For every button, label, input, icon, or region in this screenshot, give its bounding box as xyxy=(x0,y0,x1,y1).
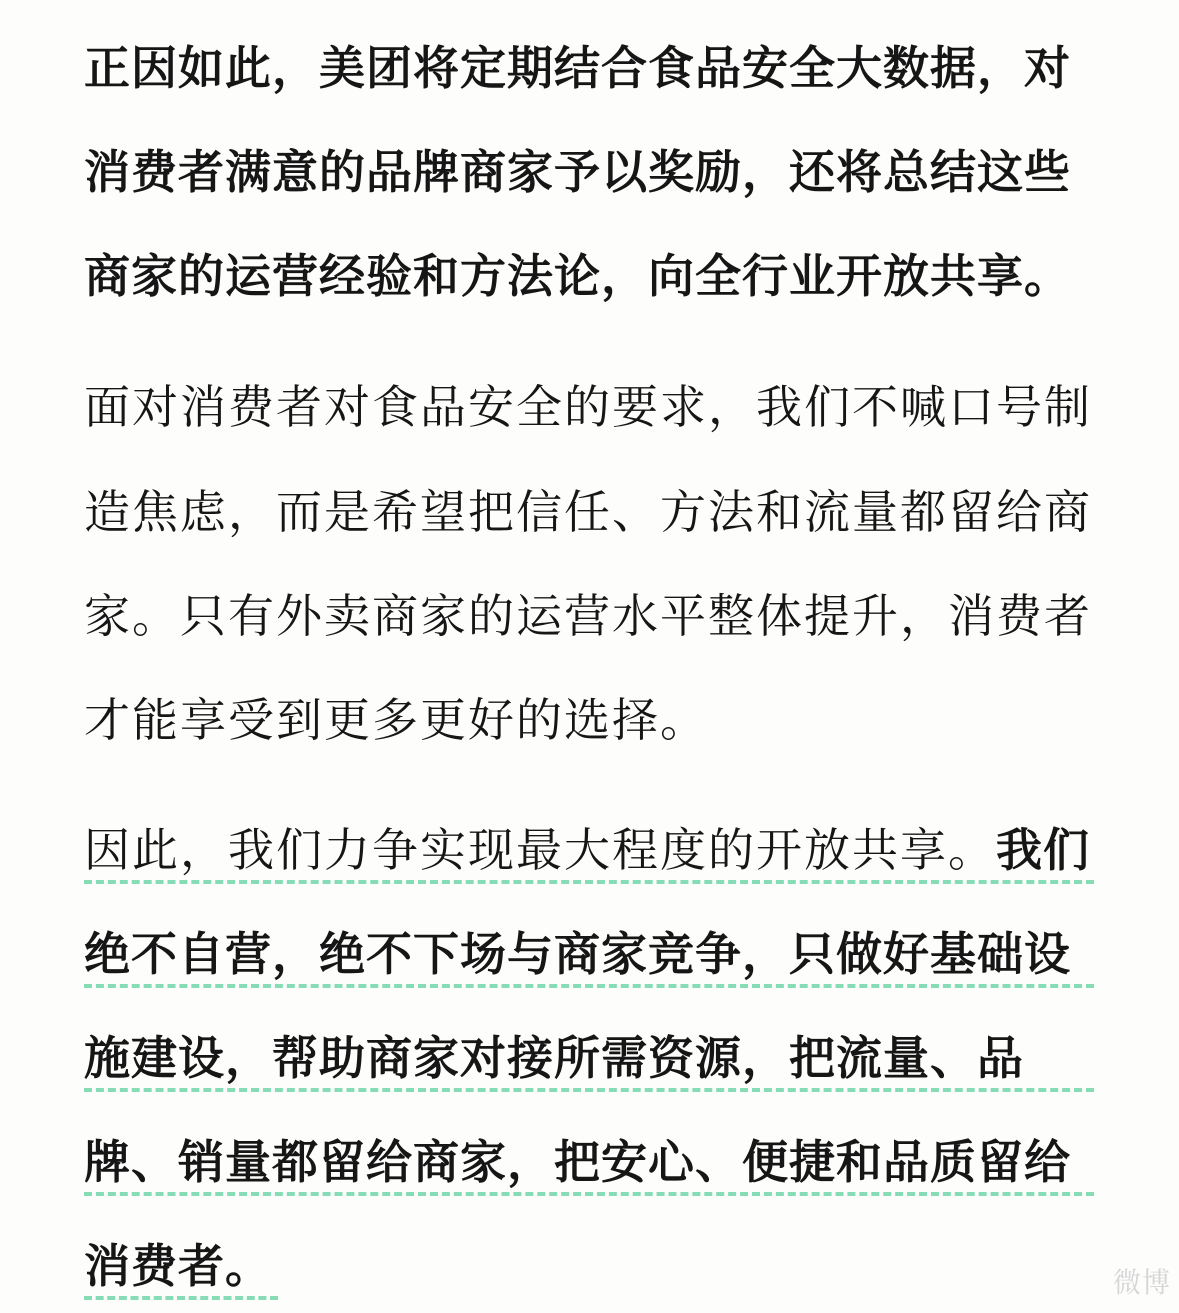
paragraph-1-line-1: 正因如此，美团将定期结合食品安全大数据，对 xyxy=(84,41,1071,95)
watermark: 微博 xyxy=(1112,1266,1171,1299)
highlight-underline xyxy=(84,984,1094,988)
paragraph-3-normal-text: 因此，我们力争实现最大程度的开放共享。 xyxy=(84,823,996,877)
paragraph-3-line-3: 施建设，帮助商家对接所需资源，把流量、品 xyxy=(84,1031,1024,1085)
highlight-underline xyxy=(84,1192,1094,1196)
highlight-underline xyxy=(84,880,1094,884)
paragraph-1-line-3: 商家的运营经验和方法论，向全行业开放共享。 xyxy=(84,249,1071,303)
paragraph-3-line-5: 消费者。 xyxy=(84,1239,272,1293)
paragraph-2-line-2: 造焦虑，而是希望把信任、方法和流量都留给商 xyxy=(84,485,1092,539)
paragraph-1-line-2: 消费者满意的品牌商家予以奖励，还将总结这些 xyxy=(84,145,1071,199)
highlight-underline xyxy=(84,1088,1094,1092)
paragraph-3-line-4: 牌、销量都留给商家，把安心、便捷和品质留给 xyxy=(84,1135,1071,1189)
paragraph-2-line-3: 家。只有外卖商家的运营水平整体提升，消费者 xyxy=(84,589,1092,643)
paragraph-3-line-2: 绝不自营，绝不下场与商家竞争，只做好基础设 xyxy=(84,927,1071,981)
highlight-underline xyxy=(84,1296,278,1300)
paragraph-3-highlight-start: 我们 xyxy=(996,823,1090,877)
paragraph-3-line-1 xyxy=(84,818,1094,882)
paragraph-2-line-4: 才能享受到更多更好的选择。 xyxy=(84,693,708,747)
paragraph-2-line-1: 面对消费者对食品安全的要求，我们不喊口号制 xyxy=(84,380,1092,434)
